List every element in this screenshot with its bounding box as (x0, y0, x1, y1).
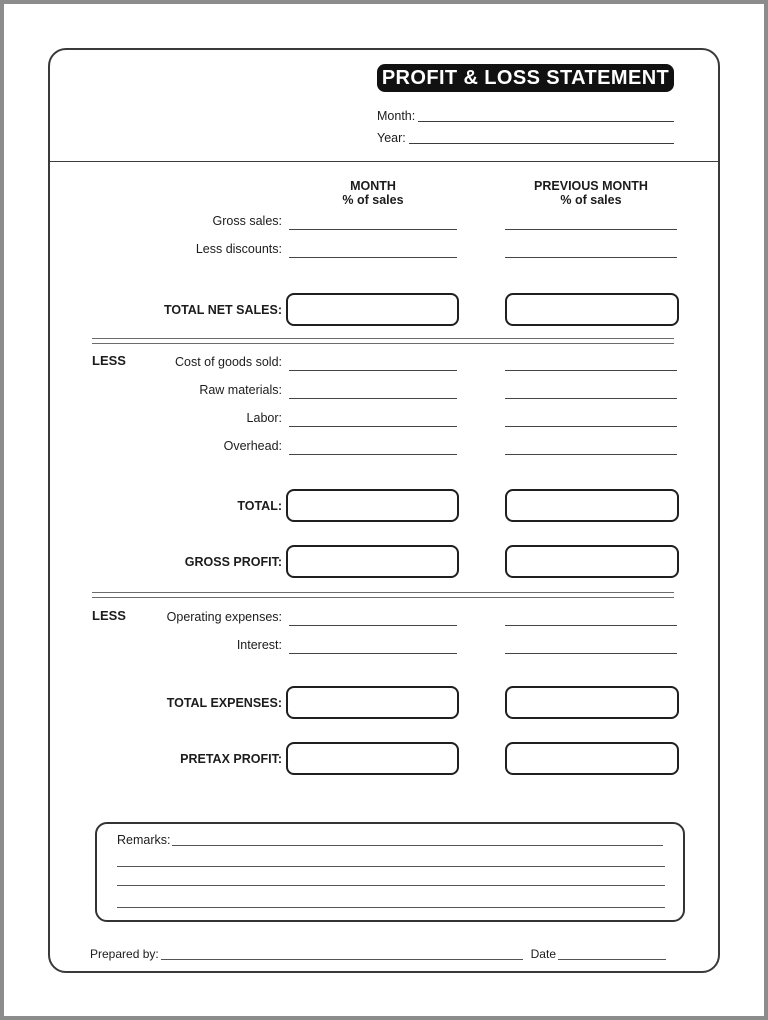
month-row (377, 108, 674, 124)
less-label-2: LESS (92, 608, 126, 623)
profit-loss-form (48, 48, 720, 973)
overhead-previous-line[interactable] (505, 454, 677, 455)
remarks-line-4[interactable] (117, 907, 665, 908)
cost-of-goods-row (50, 351, 722, 371)
date-line[interactable] (558, 947, 666, 960)
pretax-profit-label: PRETAX PROFIT: (180, 751, 282, 766)
column-header-previous-line1: PREVIOUS MONTH (534, 179, 648, 193)
total-expenses-row (50, 686, 722, 719)
gross-profit-month-box[interactable] (286, 545, 459, 578)
form-title: PROFIT & LOSS STATEMENT (377, 64, 674, 92)
total-net-sales-previous-box[interactable] (505, 293, 679, 326)
gross-profit-row (50, 545, 722, 578)
operating-expenses-label: Operating expenses: (166, 610, 282, 624)
date-label: Date (530, 947, 556, 961)
labor-row (50, 407, 722, 427)
operating-expenses-month-line[interactable] (289, 625, 457, 626)
cogs-total-month-box[interactable] (286, 489, 459, 522)
operating-expenses-previous-line[interactable] (505, 625, 677, 626)
total-expenses-month-box[interactable] (286, 686, 459, 719)
overhead-label: Overhead: (223, 439, 282, 453)
raw-materials-row (50, 379, 722, 399)
column-header-month-line1: MONTH (350, 179, 396, 193)
total-net-sales-month-box[interactable] (286, 293, 459, 326)
overhead-row (50, 435, 722, 455)
pretax-profit-row (50, 742, 722, 775)
raw-materials-label: Raw materials: (199, 383, 282, 397)
cost-of-goods-month-line[interactable] (289, 370, 457, 371)
interest-label: Interest: (236, 638, 282, 652)
year-input-line[interactable] (409, 131, 674, 144)
remarks-row (117, 832, 663, 848)
cogs-total-row (50, 489, 722, 522)
overhead-month-line[interactable] (289, 454, 457, 455)
labor-label: Labor: (246, 411, 282, 425)
interest-previous-line[interactable] (505, 653, 677, 654)
pretax-profit-month-box[interactable] (286, 742, 459, 775)
cogs-total-previous-box[interactable] (505, 489, 679, 522)
total-net-sales-label: TOTAL NET SALES: (163, 302, 282, 317)
section-divider-1 (92, 338, 674, 344)
remarks-label: Remarks: (117, 833, 171, 847)
operating-expenses-row (50, 606, 722, 626)
gross-sales-label: Gross sales: (212, 214, 282, 228)
header-separator (50, 161, 718, 162)
cost-of-goods-previous-line[interactable] (505, 370, 677, 371)
interest-month-line[interactable] (289, 653, 457, 654)
remarks-box (95, 822, 685, 922)
labor-previous-line[interactable] (505, 426, 677, 427)
gross-sales-row (50, 210, 722, 230)
remarks-line-3[interactable] (117, 885, 665, 886)
remarks-line-1[interactable] (172, 833, 663, 846)
less-label-1: LESS (92, 353, 126, 368)
year-row (377, 130, 674, 146)
interest-row (50, 634, 722, 654)
month-input-line[interactable] (418, 109, 674, 122)
column-header-month (289, 179, 457, 207)
less-discounts-previous-line[interactable] (505, 257, 677, 258)
raw-materials-previous-line[interactable] (505, 398, 677, 399)
pretax-profit-previous-box[interactable] (505, 742, 679, 775)
remarks-line-2[interactable] (117, 866, 665, 867)
section-divider-2 (92, 592, 674, 598)
labor-month-line[interactable] (289, 426, 457, 427)
cogs-total-label: TOTAL: (237, 498, 282, 513)
gross-profit-previous-box[interactable] (505, 545, 679, 578)
less-discounts-label: Less discounts: (195, 242, 282, 256)
total-expenses-previous-box[interactable] (505, 686, 679, 719)
gross-sales-month-line[interactable] (289, 229, 457, 230)
year-label: Year: (377, 131, 406, 145)
month-label: Month: (377, 109, 416, 123)
column-header-month-line2: % of sales (342, 193, 404, 207)
cost-of-goods-label: Cost of goods sold: (174, 355, 282, 369)
column-header-previous-line2: % of sales (560, 193, 622, 207)
gross-profit-label: GROSS PROFIT: (184, 554, 282, 569)
total-net-sales-row (50, 293, 722, 326)
prepared-by-line[interactable] (161, 947, 523, 960)
gross-sales-previous-line[interactable] (505, 229, 677, 230)
prepared-by-label: Prepared by: (90, 947, 159, 961)
raw-materials-month-line[interactable] (289, 398, 457, 399)
footer-row (90, 946, 666, 962)
total-expenses-label: TOTAL EXPENSES: (166, 695, 282, 710)
less-discounts-month-line[interactable] (289, 257, 457, 258)
column-header-previous-month (505, 179, 677, 207)
less-discounts-row (50, 238, 722, 258)
